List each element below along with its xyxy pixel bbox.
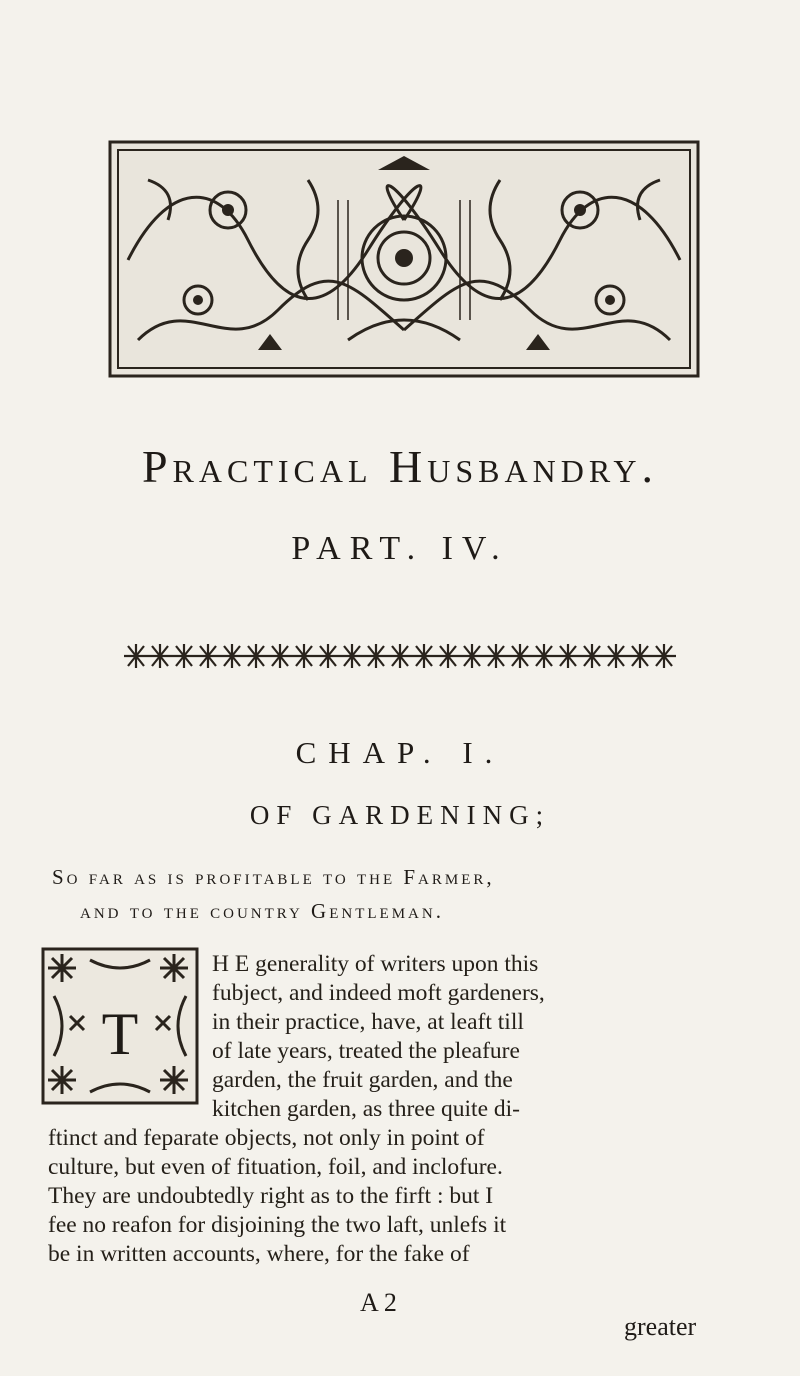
text-line: fubject, and indeed moft gardeners,	[212, 980, 545, 1006]
subtitle-line: So far as is profitable to the Farmer,	[52, 865, 495, 889]
drop-cap-letter: T	[101, 1001, 139, 1067]
text-line: fee no reafon for disjoining the two laft, unlefs it	[48, 1212, 507, 1238]
text-line: garden, the fruit garden, and the	[212, 1067, 513, 1093]
text-line: They are undoubtedly right as to the firft : but I	[48, 1183, 494, 1209]
text-line: be in written accounts, where, for the fake of	[48, 1241, 470, 1267]
signature-mark: A 2	[360, 1288, 397, 1317]
part-heading: PART. IV.	[291, 530, 509, 567]
subtitle-line: and to the country Gentleman.	[80, 899, 444, 923]
catchword: greater	[624, 1312, 697, 1341]
text-line: of late years, treated the pleafure	[212, 1038, 520, 1064]
text-line: in their practice, have, at leaft till	[212, 1009, 524, 1035]
section-heading: OF GARDENING;	[249, 800, 551, 830]
text-line: kitchen garden, as three quite di-	[212, 1096, 520, 1122]
chapter-heading: CHAP. I.	[295, 735, 505, 770]
book-title: Practical Husbandry.	[141, 441, 659, 492]
text-line: ftinct and feparate objects, not only in point of	[48, 1125, 485, 1151]
text-line: H E generality of writers upon this	[212, 951, 539, 977]
text-line: culture, but even of fituation, foil, and inclofure.	[48, 1154, 503, 1180]
